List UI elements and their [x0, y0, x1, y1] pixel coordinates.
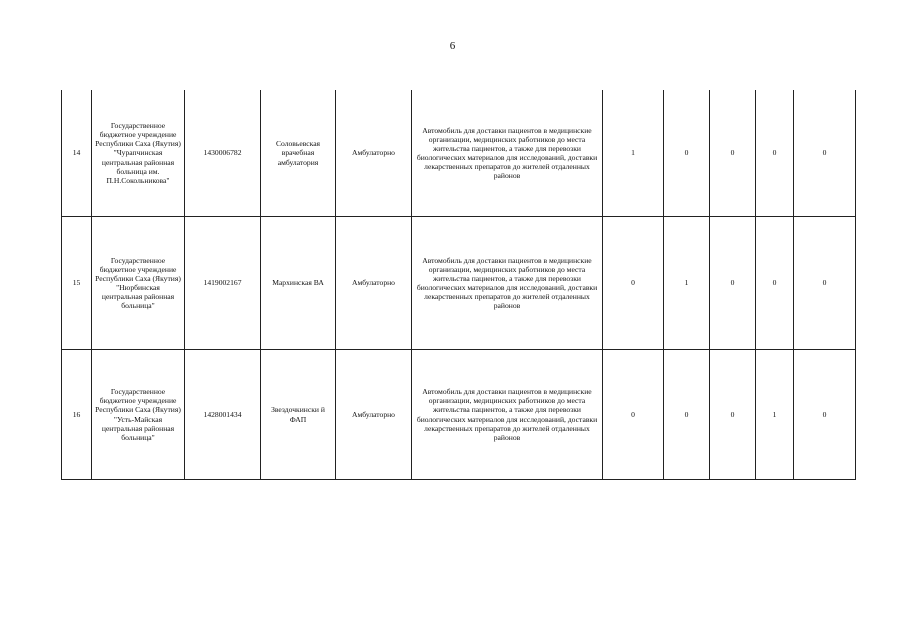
- inn-cell: 1419002167: [185, 217, 261, 350]
- unit-cell: Звездочкински й ФАП: [261, 350, 336, 480]
- data-table: [61, 90, 856, 480]
- institution-cell: Государственное бюджетное учреждение Республики Саха (Якутия) "Нюрбинская центральная районная больница": [92, 217, 185, 350]
- value-cell-5: 0: [794, 350, 856, 480]
- description-cell: Автомобиль для доставки пациентов в медицинские организации, медицинских работников до места жительства пациентов, а также для перевозки биологических материалов для исследований, доставки лекарственных препаратов до жителей отдаленных районов: [412, 350, 603, 480]
- table-row: [62, 350, 856, 480]
- unit-cell: Мархинская ВА: [261, 217, 336, 350]
- value-cell-3: 0: [710, 350, 756, 480]
- page-number: 6: [449, 40, 456, 52]
- row-number: 15: [62, 217, 92, 350]
- value-cell-4: 0: [756, 217, 794, 350]
- value-cell-1: 0: [603, 350, 664, 480]
- type-cell: Амбулаторно: [336, 217, 412, 350]
- value-cell-4: 0: [756, 90, 794, 217]
- value-cell-4: 1: [756, 350, 794, 480]
- value-cell-1: 1: [603, 90, 664, 217]
- value-cell-2: 0: [664, 350, 710, 480]
- row-number: 16: [62, 350, 92, 480]
- value-cell-2: 0: [664, 90, 710, 217]
- institution-cell: Государственное бюджетное учреждение Республики Саха (Якутия) "Усть-Майская центральная районная больница": [92, 350, 185, 480]
- value-cell-1: 0: [603, 217, 664, 350]
- description-cell: Автомобиль для доставки пациентов в медицинские организации, медицинских работников до места жительства пациентов, а также для перевозки биологических материалов для исследований, доставки лекарственных препаратов до жителей отдаленных районов: [412, 217, 603, 350]
- institution-cell: Государственное бюджетное учреждение Республики Саха (Якутия) "Чурапчинская центральная районная больница им. П.Н.Сокольникова": [92, 90, 185, 217]
- value-cell-5: 0: [794, 90, 856, 217]
- value-cell-3: 0: [710, 90, 756, 217]
- table-row: [62, 217, 856, 350]
- row-number: 14: [62, 90, 92, 217]
- unit-cell: Соловьевская врачебная амбулатория: [261, 90, 336, 217]
- value-cell-3: 0: [710, 217, 756, 350]
- description-cell: Автомобиль для доставки пациентов в медицинские организации, медицинских работников до места жительства пациентов, а также для перевозки биологических материалов для исследований, доставки лекарственных препаратов до жителей отдаленных районов: [412, 90, 603, 217]
- value-cell-5: 0: [794, 217, 856, 350]
- inn-cell: 1428001434: [185, 350, 261, 480]
- value-cell-2: 1: [664, 217, 710, 350]
- type-cell: Амбулаторно: [336, 90, 412, 217]
- table-row: [62, 90, 856, 217]
- inn-cell: 1430006782: [185, 90, 261, 217]
- type-cell: Амбулаторно: [336, 350, 412, 480]
